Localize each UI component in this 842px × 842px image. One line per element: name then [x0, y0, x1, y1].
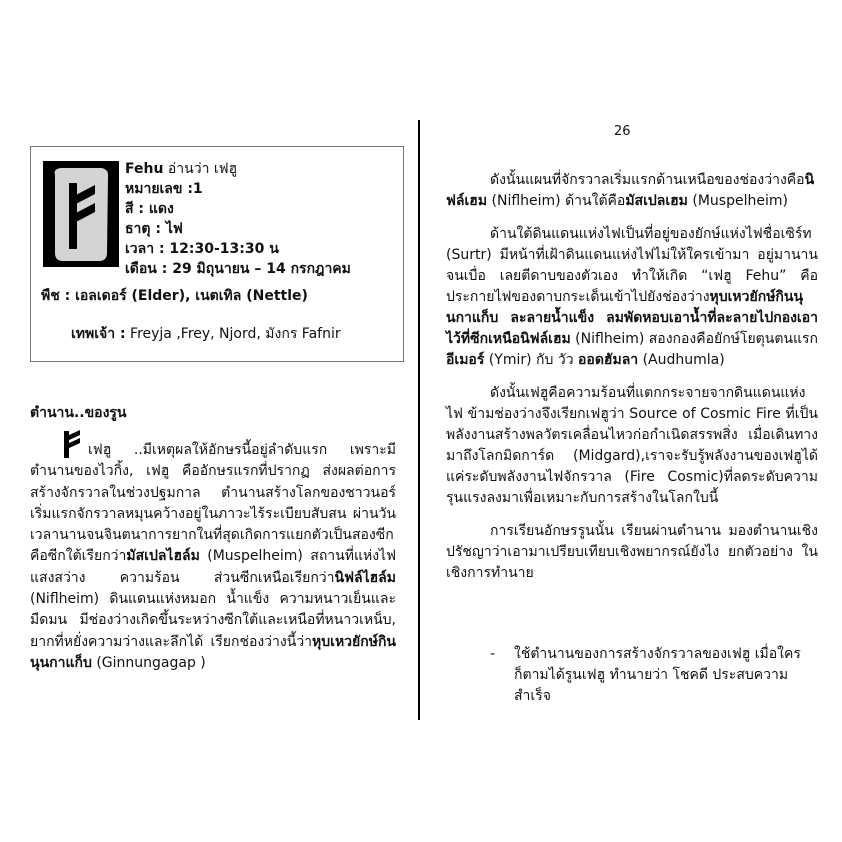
- legend-paragraph: เฟฮู ..มีเหตุผลให้อักษรนี้อยู่ลำดับแรก เพราะมีตำนานของไวกิ้ง, เฟฮู คืออักษรแรกที่ปรากฏ ส่งผลต่อการสร้างจักรวาลในช่วงปฐมกาล ตำนานสร้างโลกของชาวนอร์ เริ่มแรกจักรวาลหมุนคว้างอยู่ในภาวะไร้ระเบียบสับสน ผ่านวันเวลานานจนจินตนาการยากในที่สุดเกิดการแยกตัวเป็นสองซีกคือซีกใต้เรียกว่ามัสเปลไฮล์ม (Muspelheim) สถานที่แห่งไฟ แสงสว่าง ความร้อน ส่วนซีกเหนือเรียกว่านิฟล์ไฮล์ม (Niflheim) ดินแดนแห่งหมอก น้ำแข็ง ความหนาวเย็นและมืดมน มีช่องว่างเกิดขึ้นระหว่างซีกใต้และเหนือที่หนาวเหน็บ, ยากที่หยั่งความว่างและลึกได้ เรียกช่องว่างนี้ว่าหุบเหวยักษ์กินนุนกาแก็บ (Ginnungagap ): [30, 430, 396, 674]
- rune-attributes: [125, 159, 351, 279]
- rune-name: Fehu: [125, 161, 164, 177]
- right-page-body: [446, 170, 818, 596]
- fehu-rune-glyph-icon: [60, 430, 82, 458]
- legend-body: [30, 430, 396, 674]
- rune-number: หมายเลข :1: [125, 181, 203, 197]
- rune-plant: พืช : เอลเดอร์ (Elder), เนตเทิล (Nettle): [41, 288, 308, 304]
- paragraph-learning: การเรียนอักษรรูนนั้น เรียนผ่านตำนาน มองตำนานเชิงปรัชญาว่าเอามาเปรียบเทียบเชิงพยากรณ์ยังไง ยกตัวอย่าง ในเชิงการทำนาย: [446, 523, 818, 581]
- paragraph-cosmic-fire: ดังนั้นเฟฮูคือความร้อนที่แตกกระจายจากดินแดนแห่งไฟ ข้ามช่องว่างจึงเรียกเฟฮูว่า Source of Cosmic Fire ที่เป็นพลังงานสร้างพลวัตรเคลื่อนไหวก่อกำเนิดสรรพสิ่ง เมื่อเดินทางมาถึงโลกมิดการ์ด (Midgard),เราจะรับรู้พลังงานของเฟฮูได้แค่ระดับพลังงานไฟจักรวาล (Fire Cosmic)ที่ลดระดับความรุนแรงลงมาเพื่อเหมาะกับการสร้างในโลกใบนี้: [446, 385, 818, 506]
- bullet-dash: -: [490, 646, 496, 662]
- deity-label: เทพเจ้า :: [71, 326, 126, 342]
- rune-deity: [71, 323, 341, 345]
- bullet-item: ใช้ตำนานของการสร้างจักรวาลของเฟฮู เมื่อใครก็ตามได้รูนเฟฮู ทำนายว่า โชคดี ประสบความสำเร็จ: [514, 646, 801, 704]
- fehu-rune-stone-icon: [43, 161, 119, 267]
- paragraph-surtr: ด้านใต้ดินแดนแห่งไฟเป็นที่อยู่ของยักษ์แห่งไฟชื่อเซิร์ท (Surtr) มีหน้าที่เฝ้าดินแดนแห่งไฟไม่ให้ใครเข้ามา อยู่มานานจนเบื่อ เลยตีดาบของตัวเอง ทำให้เกิด “เฟฮู Fehu” คือประกายไฟของดาบกระเด็นเข้าไปยังช่องว่างหุบเหวยักษ์กินนุนกาแก็บ ละลายน้ำแข็ง ลมพัดหอบเอาน้ำที่ละลายไปกองเอาไว้ที่ซีกเหนือนิฟล์เฮม (Niflheim) สองกองคือยักษ์โยตุนตนแรก อีเมอร์ (Ymir) กับ วัว ออดฮัมลา (Audhumla): [446, 226, 819, 368]
- rune-info-box: [30, 146, 404, 362]
- ginnungagap-term: หุบเหวยักษ์กินนุนกาแก็บ: [30, 633, 396, 671]
- page-divider: [418, 120, 420, 720]
- page-number: 26: [614, 124, 631, 139]
- paragraph-cosmic-map: ดังนั้นแผนที่จักรวาลเริ่มแรกด้านเหนือของช่องว่างคือนิฟล์เฮม (Niflheim) ด้านใต้คือมัสเปลเฮม (Muspelheim): [446, 172, 815, 209]
- rune-time: เวลา : 12:30-13:30 น: [125, 241, 279, 257]
- rune-color: สี : แดง: [125, 201, 174, 217]
- section-title: ตำนาน..ของรูน: [30, 405, 127, 421]
- muspelheim-term: มัสเปลไฮล์ม: [126, 548, 200, 565]
- rune-title: [125, 159, 351, 179]
- rune-element: ธาตุ : ไฟ: [125, 221, 183, 237]
- rune-reading: อ่านว่า เฟฮู: [163, 161, 238, 177]
- niflheim-term: นิฟล์ไฮล์ม: [334, 569, 396, 586]
- rune-month: เดือน : 29 มิถุนายน – 14 กรกฎาคม: [125, 261, 351, 277]
- deity-value: Freyja ,Frey, Njord, มังกร Fafnir: [125, 326, 341, 342]
